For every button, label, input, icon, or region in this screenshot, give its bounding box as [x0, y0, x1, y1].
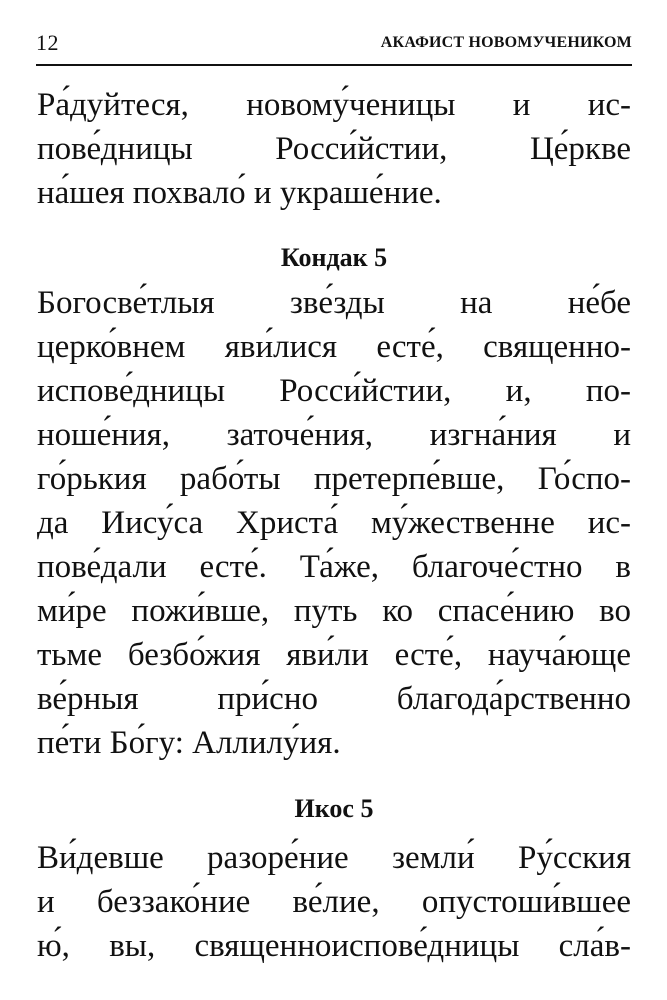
text-line: ю́, вы, священноиспове́дницы сла́в-	[37, 928, 631, 964]
text-line: пе́ти Бо́гу: Аллилу́ия.	[37, 725, 341, 761]
paragraph-rejoice	[37, 83, 631, 215]
text-line: церко́внем яви́лися есте́, священно-	[37, 329, 631, 365]
text-line: ноше́ния, заточе́ния, изгна́ния и	[37, 417, 631, 453]
text-line: тьме безбо́жия яви́ли есте́, науча́юще	[37, 637, 631, 673]
page-header	[36, 26, 632, 64]
text-line: на́шея похвало́ и украше́ние.	[37, 175, 442, 211]
text-line: Ви́девше разоре́ние земли́ Ру́сския	[37, 840, 631, 876]
page-number: 12	[36, 30, 59, 55]
heading-ikos-5: Икос 5	[294, 794, 374, 823]
text-line: пове́дали есте́. Та́же, благоче́стно в	[37, 549, 631, 585]
paragraph-kondak-5	[37, 281, 631, 765]
text-line: ми́ре пожи́вше, путь ко спасе́нию во	[37, 593, 631, 629]
text-line: и беззако́ние ве́лие, опустоши́вшее	[37, 884, 631, 920]
header-divider	[36, 64, 632, 66]
heading-kondak-5: Кондак 5	[280, 243, 388, 272]
paragraph-ikos-5	[37, 836, 631, 968]
text-line: да Иису́са Христа́ му́жественне ис-	[37, 505, 631, 541]
text-line: Ра́дуйтеся, новому́ченицы и ис-	[37, 87, 631, 123]
text-line: пове́дницы Росси́йстии, Це́ркве	[37, 131, 631, 167]
text-line: го́рькия рабо́ты претерпе́вше, Го́спо-	[37, 461, 631, 497]
text-line: Богосве́тлыя зве́зды на не́бе	[37, 285, 631, 321]
running-title: АКАФИСТ НОВОМУЧЕНИКОМ	[380, 34, 632, 51]
text-line: ве́рныя при́сно благода́рственно	[37, 681, 631, 717]
text-line: испове́дницы Росси́йстии, и, по-	[37, 373, 631, 409]
